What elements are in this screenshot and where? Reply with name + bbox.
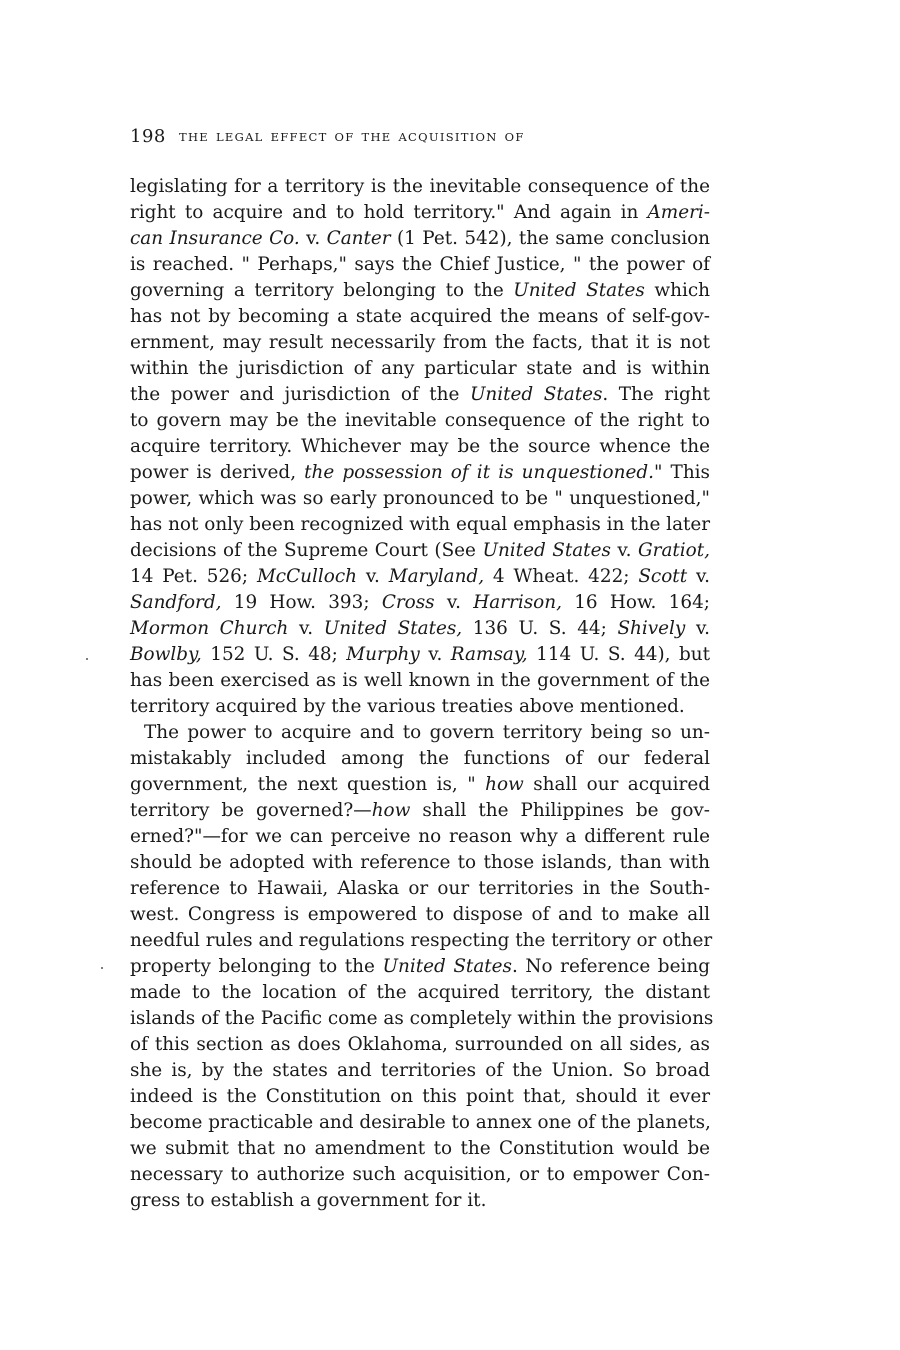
- text-line: government, the next question is, " how shall our acquired: [130, 774, 711, 795]
- text-line: the power and jurisdiction of the United States. The right: [130, 384, 710, 405]
- text-line: has been exercised as is well known in the government of the: [130, 670, 710, 691]
- text-line: reference to Hawaii, Alaska or our territories in the South-: [130, 878, 710, 899]
- text-line: territory acquired by the various treaties above mentioned.: [130, 696, 685, 717]
- text-line: acquire territory. Whichever may be the source whence the: [130, 436, 710, 457]
- text-line: mistakably included among the functions of our federal: [130, 748, 710, 769]
- text-line: west. Congress is empowered to dispose of and to make all: [130, 904, 710, 925]
- text-line: right to acquire and to hold territory." And again in Ameri-: [130, 202, 710, 223]
- margin-speck: [101, 967, 103, 969]
- text-line: ernment, may result necessarily from the facts, that it is not: [130, 332, 710, 353]
- margin-speck: [86, 658, 88, 660]
- text-line: she is, by the states and territories of the Union. So broad: [130, 1060, 710, 1081]
- text-line: we submit that no amendment to the Constitution would be: [130, 1138, 710, 1159]
- text-line: power, which was so early pronounced to be " unquestioned,": [130, 488, 710, 509]
- text-line: Bowlby, 152 U. S. 48; Murphy v. Ramsay, 114 U. S. 44), but: [130, 644, 710, 665]
- page-number: 198: [130, 126, 166, 147]
- text-line: Mormon Church v. United States, 136 U. S. 44; Shively v.: [130, 618, 711, 639]
- running-head: THE LEGAL EFFECT OF THE ACQUISITION OF: [179, 130, 525, 144]
- text-line: needful rules and regulations respecting the territory or other: [130, 930, 713, 951]
- text-line: decisions of the Supreme Court (See United States v. Gratiot,: [130, 540, 710, 561]
- text-line: gress to establish a government for it.: [130, 1190, 487, 1211]
- text-line: to govern may be the inevitable consequence of the right to: [130, 410, 710, 431]
- text-line: become practicable and desirable to annex one of the planets,: [130, 1112, 711, 1133]
- text-line: governing a territory belonging to the United States which: [130, 280, 710, 301]
- text-line: territory be governed?—how shall the Philippines be gov-: [130, 800, 711, 821]
- text-line: legislating for a territory is the inevitable consequence of the: [130, 176, 710, 197]
- text-line: power is derived, the possession of it is unquestioned." This: [130, 462, 710, 483]
- text-line: islands of the Pacific come as completely within the provisions: [130, 1008, 714, 1029]
- body-text: [130, 174, 714, 1214]
- text-line: erned?"—for we can perceive no reason why a different rule: [130, 826, 710, 847]
- text-line: of this section as does Oklahoma, surrounded on all sides, as: [130, 1034, 710, 1055]
- text-line: within the jurisdiction of any particular state and is within: [130, 358, 710, 379]
- text-line: necessary to authorize such acquisition, or to empower Con-: [130, 1164, 710, 1185]
- text-line: can Insurance Co. v. Canter (1 Pet. 542), the same conclusion: [130, 228, 711, 249]
- text-line: has not only been recognized with equal emphasis in the later: [130, 514, 711, 535]
- text-line: made to the location of the acquired territory, the distant: [130, 982, 710, 1003]
- text-line: 14 Pet. 526; McCulloch v. Maryland, 4 Wheat. 422; Scott v.: [130, 566, 711, 587]
- text-line: is reached. " Perhaps," says the Chief Justice, " the power of: [130, 254, 710, 275]
- text-line: property belonging to the United States. No reference being: [130, 956, 710, 977]
- text-line: The power to acquire and to govern territory being so un-: [144, 722, 710, 743]
- text-line: Sandford, 19 How. 393; Cross v. Harrison, 16 How. 164;: [130, 592, 710, 613]
- text-line: has not by becoming a state acquired the means of self-gov-: [130, 306, 710, 327]
- text-line: should be adopted with reference to those islands, than with: [130, 852, 710, 873]
- page-header: [130, 126, 720, 156]
- text-line: indeed is the Constitution on this point that, should it ever: [130, 1086, 710, 1107]
